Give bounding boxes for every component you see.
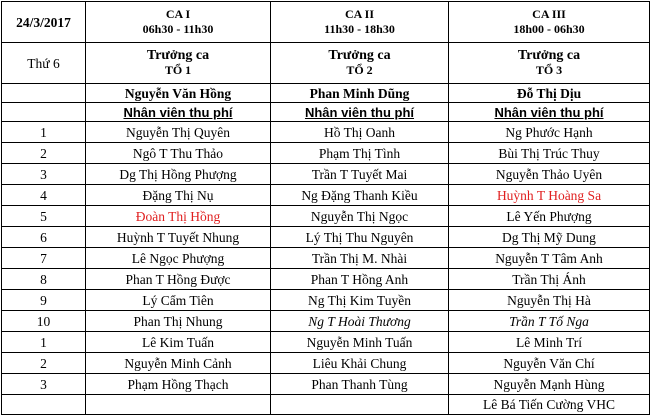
row-number: 10 (2, 311, 86, 332)
shift-3-staff: Lê Yến Phượng (449, 206, 650, 227)
shift-3-staff: Lê Minh Trí (449, 332, 650, 353)
staff-header-2 (271, 103, 449, 122)
leader-name-2: Phan Minh Dũng (271, 84, 449, 103)
table-row (2, 374, 650, 395)
table-row (2, 206, 650, 227)
shift-3-staff: Lê Bá Tiến Cường VHC (449, 395, 650, 415)
shift-2-staff: Phan T Hồng Anh (271, 269, 449, 290)
shift-2-staff: Hồ Thị Oanh (271, 122, 449, 143)
table-row (2, 269, 650, 290)
leader-name-3: Đỗ Thị Dịu (449, 84, 650, 103)
staff-header-2-label: Nhân viên thu phí (304, 104, 415, 120)
shift-3-staff: Trần Thị Ánh (449, 269, 650, 290)
table-row (2, 353, 650, 374)
leader-name-1: Nguyễn Văn Hồng (86, 84, 271, 103)
shift-3-staff-italic: Trần T Tố Nga (449, 311, 650, 332)
shift-3-staff: Nguyễn Thảo Uyên (449, 164, 650, 185)
shift-2-staff: Liêu Khải Chung (271, 353, 449, 374)
shift-1-staff: Phan Thị Nhung (86, 311, 271, 332)
row-number: 1 (2, 122, 86, 143)
shift-2-leader-title (271, 43, 449, 84)
shift-3-staff: Ng Phước Hạnh (449, 122, 650, 143)
leader-title-2: Trưởng ca (328, 48, 391, 63)
shift-2-staff: Ng Thị Kim Tuyền (271, 290, 449, 311)
leader-name-row (2, 84, 650, 103)
table-row (2, 227, 650, 248)
shift-1-time: 06h30 - 11h30 (142, 22, 214, 36)
table-row (2, 290, 650, 311)
shift-3-staff: Bùi Thị Trúc Thuy (449, 143, 650, 164)
staff-header-1 (86, 103, 271, 122)
shift-1-name: CA I (165, 7, 191, 21)
shift-1-staff (86, 395, 271, 415)
shift-3-time: 18h00 - 06h30 (513, 22, 585, 36)
team-3: TỔ 3 (535, 63, 563, 77)
shift-3-staff: Nguyễn T Tâm Anh (449, 248, 650, 269)
table-row (2, 332, 650, 353)
team-1: TỔ 1 (164, 63, 192, 77)
table-row (2, 248, 650, 269)
table-row (2, 164, 650, 185)
row-number: 2 (2, 143, 86, 164)
row-number: 8 (2, 269, 86, 290)
row-number: 4 (2, 185, 86, 206)
staff-header-blank (2, 103, 86, 122)
leader-title-1: Trưởng ca (146, 48, 210, 63)
row-number: 2 (2, 353, 86, 374)
shift-3-staff: Nguyễn Mạnh Hùng (449, 374, 650, 395)
shift-2-staff: Trần Thị M. Nhài (271, 248, 449, 269)
shift-2-staff: Trần T Tuyết Mai (271, 164, 449, 185)
shift-schedule-table (1, 1, 650, 415)
shift-1-staff: Lý Cẩm Tiên (86, 290, 271, 311)
leader-name-blank (2, 84, 86, 103)
row-number: 5 (2, 206, 86, 227)
date-cell: 24/3/2017 (2, 2, 86, 43)
shift-header-row (2, 2, 650, 43)
table-row (2, 185, 650, 206)
shift-1-staff: Nguyễn Minh Cảnh (86, 353, 271, 374)
shift-1-staff: Phạm Hồng Thạch (86, 374, 271, 395)
row-number: 9 (2, 290, 86, 311)
leader-title-row (2, 43, 650, 84)
shift-1-staff: Lê Kim Tuấn (86, 332, 271, 353)
shift-2-name: CA II (344, 7, 374, 21)
shift-2-staff: Lý Thị Thu Nguyên (271, 227, 449, 248)
shift-2-staff: Ng Đặng Thanh Kiều (271, 185, 449, 206)
shift-2-header (271, 2, 449, 43)
row-number (2, 395, 86, 415)
shift-3-staff: Dg Thị Mỹ Dung (449, 227, 650, 248)
shift-1-staff: Nguyễn Thị Quyên (86, 122, 271, 143)
table-row (2, 122, 650, 143)
shift-2-staff-italic: Ng T Hoài Thương (271, 311, 449, 332)
shift-1-leader-title (86, 43, 271, 84)
shift-1-staff: Dg Thị Hồng Phượng (86, 164, 271, 185)
day-cell: Thứ 6 (2, 43, 86, 84)
team-2: TỔ 2 (346, 63, 373, 77)
shift-3-name: CA III (532, 7, 566, 21)
leader-title-3: Trưởng ca (517, 48, 581, 63)
shift-2-staff: Phan Thanh Tùng (271, 374, 449, 395)
shift-1-staff: Ngô T Thu Thảo (86, 143, 271, 164)
row-number: 3 (2, 164, 86, 185)
staff-header-3-label: Nhân viên thu phí (494, 104, 604, 120)
shift-1-staff: Huỳnh T Tuyết Nhung (86, 227, 271, 248)
shift-2-time: 11h30 - 18h30 (324, 22, 395, 36)
shift-1-header (86, 2, 271, 43)
row-number: 7 (2, 248, 86, 269)
shift-3-staff: Nguyễn Thị Hà (449, 290, 650, 311)
shift-1-staff-highlighted: Đoàn Thị Hồng (86, 206, 271, 227)
shift-2-staff: Nguyễn Minh Tuấn (271, 332, 449, 353)
shift-3-staff-highlighted: Huỳnh T Hoàng Sa (449, 185, 650, 206)
shift-2-staff: Nguyễn Thị Ngọc (271, 206, 449, 227)
shift-1-staff: Phan T Hồng Được (86, 269, 271, 290)
staff-header-row (2, 103, 650, 122)
row-number: 1 (2, 332, 86, 353)
shift-2-staff (271, 395, 449, 415)
table-row (2, 395, 650, 415)
table-row (2, 143, 650, 164)
shift-1-staff: Lê Ngọc Phượng (86, 248, 271, 269)
shift-3-staff: Nguyễn Văn Chí (449, 353, 650, 374)
shift-1-staff: Đặng Thị Nụ (86, 185, 271, 206)
shift-3-leader-title (449, 43, 650, 84)
staff-header-1-label: Nhân viên thu phí (123, 104, 233, 120)
shift-3-header (449, 2, 650, 43)
table-row (2, 311, 650, 332)
shift-2-staff: Phạm Thị Tình (271, 143, 449, 164)
row-number: 3 (2, 374, 86, 395)
staff-header-3 (449, 103, 650, 122)
row-number: 6 (2, 227, 86, 248)
